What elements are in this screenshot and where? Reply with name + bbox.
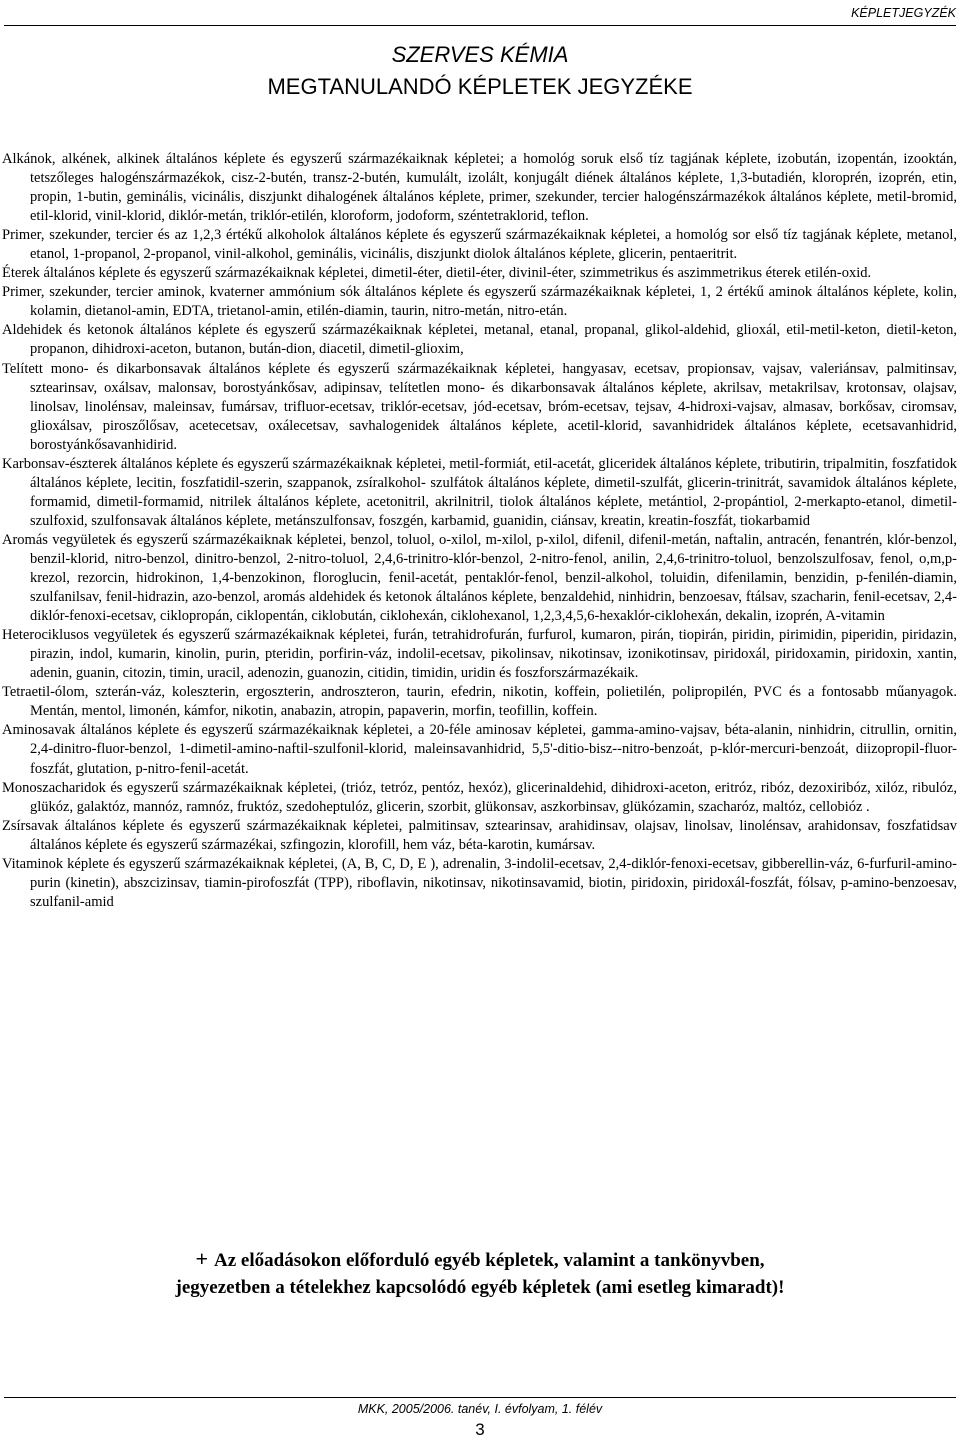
paragraph-aldehydes-ketones: Aldehidek és ketonok általános képlete és egyszerű származékaiknak képletei, metanal, etanal, propanal, glikol-aldehid, glioxál, etil-metil-keton, dietil-keton, propanon, dihidroxi-aceton, butanon, bután-dion, diacetil, dimetil-glioxim, (2, 322, 957, 358)
header-divider (4, 25, 956, 26)
footer-divider (4, 1397, 956, 1398)
paragraph-misc-compounds: Tetraetil-ólom, szterán-váz, koleszterin, ergoszterin, androszteron, taurin, efedrin, nikotin, koffein, polietilén, polipropilén, PVC és a fontosabb műanyagok. Mentán, mentol, limonén, kámfor, nikotin, anabazin, atropin, papaverin, morfin, teofillin, koffein. (2, 684, 957, 720)
closing-text-1: Az előadásokon előforduló egyéb képletek, valamint a tankönyvben, (214, 1250, 765, 1271)
paragraph-aromatics: Aromás vegyületek és egyszerű származékaiknak képletei, benzol, toluol, o-xilol, m-xilol, p-xilol, difenil, difenil-metán, naftalin, antracén, fenantrén, klór-benzol, benzil-klorid, nitro-benzol, dinitro-benzol, 2-nitro-toluol, 2,4,6-trinitro-klór-benzol, 2-nitro-fenol, anilin, 2,4,6-trinitro-toluol, benzolszulfosav, fenol, o,m,p-krezol, rezorcin, hidrokinon, 1,4-benzokinon, floroglucin, fenil-acetát, pentaklór-fenol, benzil-alkohol, toluidin, difenilamin, benzidin, p-fenilén-diamin, szulfanilsav, fenil-hidrazin, azo-benzol, aromás aldehidek és ketonok általános képlete, benzaldehid, ninhidrin, benzoesav, ftálsav, szacharin, fenil-ecetsav, 2,4-diklór-fenoxi-ecetsav, ciklopropán, ciklopentán, ciklobután, ciklohexán, ciklohexanol, 1,2,3,4,5,6-hexaklór-ciklohexán, dekalin, izoprén, A-vitamin (2, 531, 957, 625)
paragraph-ethers: Éterek általános képlete és egyszerű származékaiknak képletei, dimetil-éter, dietil-éter, divinil-éter, szimmetrikus és aszimmetrikus éterek etilén-oxid. (2, 265, 872, 282)
paragraph-alcohols: Primer, szekunder, tercier és az 1,2,3 értékű alkoholok általános képlete és egyszerű származékaiknak képletei, a homológ sor első tíz tagjának képlete, metanol, etanol, 1-propanol, 2-propanol, vinil-alkohol, geminális, vicinális, diszjunkt diolok általános képlete, glicerin, pentaeritrit. (2, 227, 957, 263)
paragraph-esters: Karbonsav-észterek általános képlete és egyszerű származékaiknak képletei, metil-formiát, etil-acetát, gliceridek általános képlete, tributirin, tripalmitin, foszfatidok általános képlete, lecitin, foszfatidil-szerin, szappanok, zsíralkohol- szulfátok általános képlete, dimetil-szulfát, glicerin-trinitrát, savamidok általános képlete, formamid, dimetil-formamid, nitrilek általános képlete, acetonitril, akrilnitril, tiolok általános képlete, metántiol, 2-propántiol, 2-merkapto-etanol, dimetil-szulfoxid, szulfonsavak általános képlete, metánszulfonsav, foszgén, karbamid, guanidin, ciánsav, kreatin, kreatin-foszfát, tiokarbamid (2, 455, 957, 529)
page-number: 3 (475, 1420, 485, 1439)
document-subtitle: MEGTANULANDÓ KÉPLETEK JEGYZÉKE (267, 74, 693, 99)
paragraph-vitamins: Vitaminok képlete és egyszerű származékaiknak képletei, (A, B, C, D, E ), adrenalin, 3-indolil-ecetsav, 2,4-diklór-fenoxi-ecetsav, gibberellin-váz, 6-furfuril-amino-purin (kinetin), abszcizinsav, tiamin-pirofoszfát (TPP), riboflavin, nikotinsav, nikotinsavamid, biotin, piridoxin, piridoxál-foszfát, fólsav, p-amino-benzoesav, szulfanil-amid (2, 855, 957, 910)
paragraph-alkanes: Alkánok, alkének, alkinek általános képlete és egyszerű származékaiknak képletei; a homológ soruk első tíz tagjának képlete, izobután, izopentán, izooktán, tetszőleges halogénszármazékok, cisz-2-butén, transz-2-butén, kumulált, izolált, konjugált diének általános képlete, 1,3-butadién, kloroprén, izoprén, etin, propin, 1-butin, geminális, vicinális, diszjunkt dihalogének általános képlete, primer, szekunder, tercier halogénszármazékok általános képlete, metil-bromid, etil-klorid, vinil-klorid, diklór-metán, triklór-etilén, kloroform, jodoform, széntetraklorid, teflon. (2, 151, 957, 225)
closing-line-2: jegyezetben a tételekhez kapcsolódó egyéb képletek (ami esetleg kimaradt)! (175, 1277, 785, 1298)
running-header: KÉPLETJEGYZÉK (851, 6, 956, 20)
paragraph-carboxylic-acids: Telített mono- és dikarbonsavak általános képlete és egyszerű származékaiknak képletei, hangyasav, ecetsav, propionsav, vajsav, valeriánsav, palmitinsav, sztearinsav, oxálsav, malonsav, borostyánkősav, adipinsav, telítetlen mono- és dikarbonsavak általános képlete, akrilsav, metakrilsav, krotonsav, olajsav, linolsav, linolénsav, maleinsav, fumársav, trifluor-ecetsav, triklór-ecetsav, jód-ecetsav, bróm-ecetsav, tejsav, 4-hidroxi-vajsav, almasav, borkősav, ciromsav, glioxálsav, piroszőlősav, acetecetsav, oxálecetsav, savhalogenidek általános képlete, acetil-klorid, savanhidridek általános képlete, ecetsavanhidrid, borostyánkősavanhidirid. (2, 360, 957, 453)
paragraph-heterocycles: Heterociklusos vegyületek és egyszerű származékaiknak képletei, furán, tetrahidrofurán, furfurol, kumaron, pirán, tiopirán, piridin, pirimidin, piperidin, piridazin, pirazin, indol, kumarin, kinolin, purin, pteridin, porfirin-váz, indolil-ecetsav, pikolinsav, nikotinsav, izonikotinsav, piridoxál, piridoxamin, piridoxin, xantin, adenin, guanin, citozin, timin, uracil, adenozin, guanozin, citidin, timidin, uridin és foszforszármazékaik. (2, 627, 957, 682)
footer-course-info: MKK, 2005/2006. tanév, I. évfolyam, 1. félév (357, 1402, 603, 1416)
closing-note (0, 1245, 960, 1301)
plus-icon: + (195, 1246, 209, 1271)
paragraph-fatty-acids: Zsírsavak általános képlete és egyszerű származékaiknak képletei, palmitinsav, sztearinsav, arahidinsav, olajsav, linolsav, linolénsav, arahidonsav, foszfatidsav általános képlete és egyszerű származékai, szfingozin, klorofill, hem váz, béta-karotin, kumársav. (2, 817, 957, 853)
closing-line-1 (0, 1245, 960, 1274)
paragraph-amines: Primer, szekunder, tercier aminok, kvaterner ammónium sók általános képlete és egyszerű származékaiknak képletei, 1, 2 értékű aminok általános képlete, kolin, kolamin, dietanol-amin, EDTA, trietanol-amin, etilén-diamin, taurin, nitro-metán, nitro-etán. (2, 284, 957, 320)
formula-list (2, 150, 957, 912)
document-title: SZERVES KÉMIA (391, 42, 569, 67)
paragraph-monosaccharides: Monoszacharidok és egyszerű származékaiknak képletei, (trióz, tetróz, pentóz, hexóz), glicerinaldehid, dihidroxi-aceton, eritróz, ribóz, dezoxiribóz, xilóz, ribulóz, glükóz, galaktóz, mannóz, ramnóz, fruktóz, szedoheptulóz, glicerin, szorbit, glükonsav, aszkorbinsav, glükózamin, szacharóz, maltóz, cellobióz . (2, 779, 957, 815)
paragraph-amino-acids: Aminosavak általános képlete és egyszerű származékaiknak képletei, a 20-féle aminosav képletei, gamma-amino-vajsav, béta-alanin, ninhidrin, citrullin, ornitin, 2,4-dinitro-fluor-benzol, 1-dimetil-amino-naftil-szulfonil-klorid, maleinsavanhidrid, 5,5'-ditio-bisz--nitro-benzoát, p-klór-mercuri-benzoát, diizopropil-fluor-foszfát, glutation, p-nitro-fenil-acetát. (2, 722, 957, 777)
